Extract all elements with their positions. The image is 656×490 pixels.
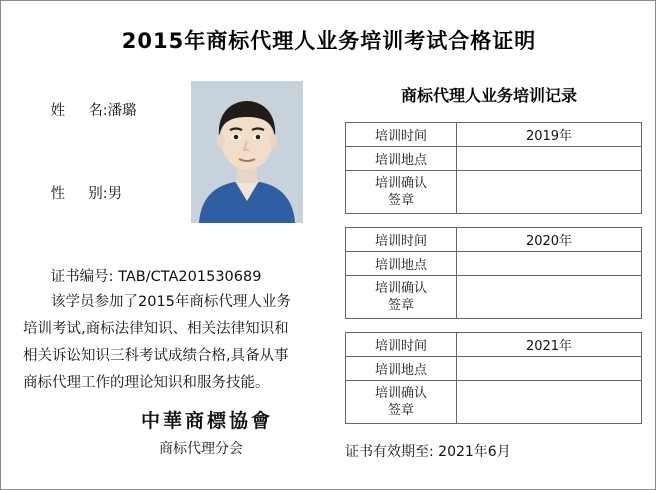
field-name-value: 潘璐 (107, 103, 137, 119)
record-confirm-label-line1: 培训确认 (374, 176, 427, 191)
training-records (341, 83, 637, 437)
statement-line-3: 相关诉讼知识三科考试成绩合格,具备从事 (23, 348, 289, 364)
applicant-photo (191, 81, 303, 223)
training-record-block-3 (345, 332, 642, 424)
record-place-label: 培训地点 (346, 147, 457, 171)
record-confirm-value (457, 276, 642, 319)
record-confirm-value (457, 171, 642, 214)
validity-line (345, 441, 511, 461)
statement-line-2: 培训考试,商标法律知识、相关法律知识和 (23, 321, 289, 337)
record-place-value (457, 147, 642, 171)
table-row (346, 123, 642, 147)
record-confirm-label-line1: 培训确认 (374, 281, 427, 296)
record-place-label: 培训地点 (346, 357, 457, 381)
field-certificate-value: TAB/CTA201530689 (118, 269, 262, 285)
training-record-block-1 (345, 122, 642, 214)
table-row (346, 147, 642, 171)
record-confirm-label (346, 171, 457, 214)
table-row (346, 171, 642, 214)
table-row (346, 333, 642, 357)
statement-line-4: 商标代理工作的理论知识和服务技能。 (23, 375, 270, 391)
record-confirm-label-line2: 签章 (387, 193, 414, 208)
page-title: 2015年商标代理人业务培训考试合格证明 (121, 29, 537, 53)
record-confirm-label-line1: 培训确认 (374, 386, 427, 401)
table-row (346, 357, 642, 381)
field-certificate-label: 证书编号: (50, 269, 114, 285)
record-confirm-label (346, 381, 457, 424)
statement-paragraph (23, 289, 313, 397)
record-time-label: 培训时间 (346, 228, 457, 252)
record-time-value: 2020年 (457, 228, 642, 252)
record-place-value (457, 252, 642, 276)
table-row (346, 381, 642, 424)
validity-value: 2021年6月 (438, 444, 511, 460)
training-record-block-2 (345, 227, 642, 319)
record-confirm-value (457, 381, 642, 424)
table-row (346, 252, 642, 276)
record-confirm-label-line2: 签章 (387, 298, 414, 313)
table-row (346, 228, 642, 252)
field-name-label: 姓 名: (50, 103, 108, 119)
record-confirm-label-line2: 签章 (387, 403, 414, 418)
record-confirm-label (346, 276, 457, 319)
record-time-label: 培训时间 (346, 123, 457, 147)
field-gender-label: 性 别: (50, 186, 108, 202)
field-gender-value: 男 (107, 186, 123, 202)
organization-seal-text: 中華商標協會 (141, 410, 274, 432)
record-time-value: 2021年 (457, 333, 642, 357)
organization-branch-text: 商标代理分会 (159, 441, 243, 457)
record-time-value: 2019年 (457, 123, 642, 147)
record-time-label: 培训时间 (346, 333, 457, 357)
validity-label: 证书有效期至: (345, 444, 434, 460)
table-row (346, 276, 642, 319)
statement-line-1: 该学员参加了2015年商标代理人业务 (51, 294, 291, 310)
record-place-label: 培训地点 (346, 252, 457, 276)
training-records-title: 商标代理人业务培训记录 (400, 86, 577, 105)
record-place-value (457, 357, 642, 381)
